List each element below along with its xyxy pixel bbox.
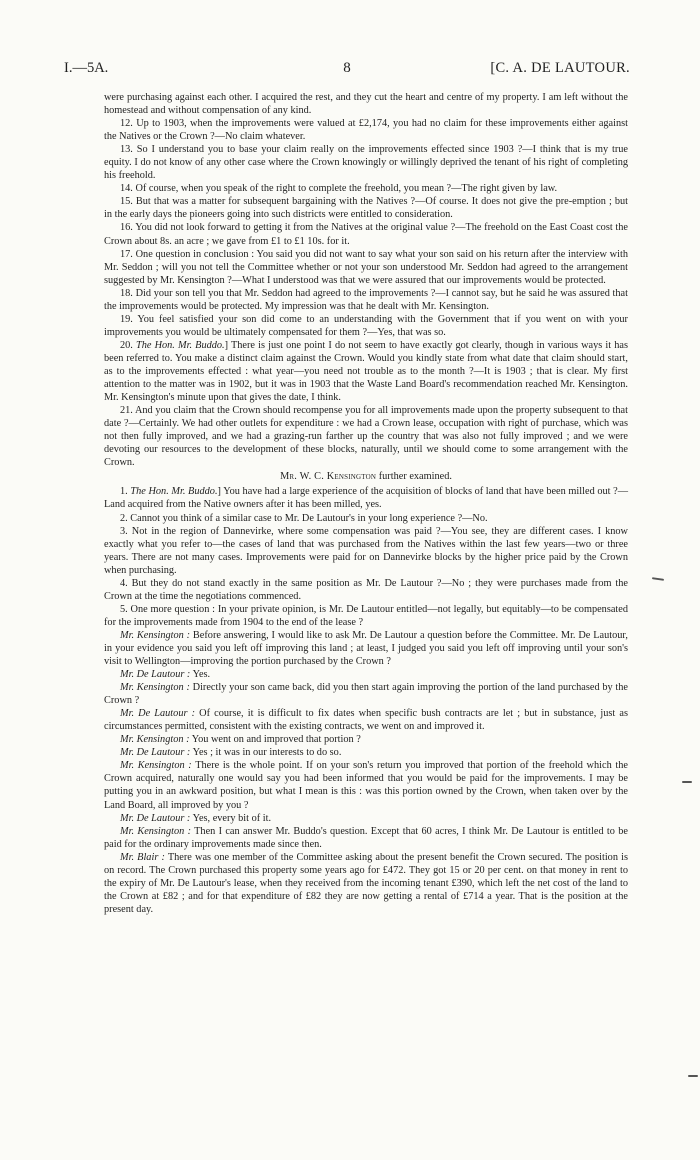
paragraph-text: 18. Did your son tell you that Mr. Seddon had agreed to the improvements ?—I cannot say, but he said he was assured that the improvements would be protected. My impression was that he dealt with Mr. Kensington. bbox=[104, 287, 628, 312]
paragraph-text: further examined. bbox=[376, 471, 452, 483]
paragraph bbox=[104, 221, 628, 247]
speaker-name: The Hon. Mr. Buddo. bbox=[130, 486, 218, 498]
page-header bbox=[64, 60, 630, 80]
document-body bbox=[104, 91, 628, 916]
paragraph-text: 21. And you claim that the Crown should recompense you for all improvements made upon the property subsequent to that date ?—Certainly. We had other outlets for expenditure : we had a Crown lease, occupation with right of purchase, which was not then fully improved, and we had a grazing-run farther up the country that was also not fully improved ; and we were devoting our resources to the development of these blocks, naturally, until we should come to some arrangement with the Crown. bbox=[104, 405, 628, 469]
paragraph-text: 4. But they do not stand exactly in the same position as Mr. De Lautour ?—No ; they were purchases made from the Crown at the time the negotiations commenced. bbox=[104, 577, 628, 602]
paragraph-text: 2. Cannot you think of a similar case to Mr. De Lautour's in your long experience ?—No. bbox=[120, 512, 488, 524]
paragraph-text: There is the whole point. If on your son's return you improved that portion of the freehold which the Crown acquired, naturally one would say you had been informed that you would be paid for the improvements. I may be putting you in an awkward position, but what I mean is this : was this portion owned by the Crown, when taken over by the Land Board, all improved by you ? bbox=[104, 760, 628, 811]
paragraph bbox=[104, 681, 628, 707]
paragraph bbox=[104, 733, 628, 746]
paragraph bbox=[104, 812, 628, 825]
paragraph-text: Yes ; it was in our interests to do so. bbox=[190, 747, 342, 759]
paragraph bbox=[104, 339, 628, 404]
paragraph bbox=[104, 91, 628, 117]
paragraph-text: Yes, every bit of it. bbox=[190, 812, 272, 824]
speaker-name: Mr. Blair : bbox=[120, 851, 165, 863]
paragraph bbox=[104, 629, 628, 668]
margin-mark bbox=[688, 1075, 698, 1077]
page-number: 8 bbox=[343, 60, 351, 76]
paragraph-text: You went on and improved that portion ? bbox=[189, 734, 361, 746]
witness-heading-name: Mr. W. C. Kensington bbox=[280, 471, 377, 483]
paragraph-number: 1. bbox=[120, 486, 131, 498]
speaker-name: Mr. Kensington : bbox=[120, 825, 191, 837]
paragraph-text: 15. But that was a matter for subsequent bargaining with the Natives ?—Of course. It does not give the pre-emption ; but in the early days the pioneers going into such districts were entitled to consideration. bbox=[104, 196, 628, 221]
paragraph bbox=[104, 668, 628, 681]
paragraph bbox=[104, 851, 628, 916]
paragraph bbox=[104, 603, 628, 629]
paragraph bbox=[104, 485, 628, 511]
paragraph bbox=[104, 759, 628, 811]
paragraph bbox=[104, 707, 628, 733]
paragraph-text: 17. One question in conclusion : You said you did not want to say what your son said on his return after the interview with Mr. Seddon ; will you not tell the Committee whether or not your son understood Mr. Seddon had agreed to the arrangement suggested by Mr. Kensington ?—What I understood was that we were assured that our improvements would be protected. bbox=[104, 248, 628, 286]
paragraph bbox=[104, 117, 628, 143]
paragraph bbox=[104, 287, 628, 313]
margin-mark bbox=[682, 781, 692, 783]
speaker-name: Mr. Kensington : bbox=[120, 629, 191, 641]
paragraph bbox=[104, 525, 628, 577]
paragraph-text: ] There is just one point I do not seem to have exactly got clearly, though in various ways it has been referred to. You make a distinct claim against the Crown. Would you kindly state from what date that claim should start, as to the improvements effected : what year—you need not trouble as to the month ?—It is 1903 ; that is clear. My first attention to the matter was in 1902, but it was in 1903 that the Waste Land Board's recommendation reached Mr. Kensington. Mr. Kensington's minute upon that gives the date, I think. bbox=[104, 339, 628, 404]
paragraph-text: 3. Not in the region of Dannevirke, where some compensation was paid ?—You see, they are different cases. I know exactly what you refer to—the cases of land that was purchased from the Natives within the last few years—two or three years. There are not many cases. Improvements were paid for on Dannevirke blocks by the higher price paid by the Crown when purchasing. bbox=[104, 525, 628, 576]
paragraph bbox=[104, 746, 628, 759]
report-reference: I.—5A. bbox=[64, 60, 109, 76]
paragraph-text: Of course, it is difficult to fix dates when specific bush contracts are let ; but in substance, just as circumstances permitted, consistent with the existing contracts, we went on and improved it. bbox=[104, 708, 628, 733]
paragraph-text: 16. You did not look forward to getting it from the Natives at the original value ?—The freehold on the East Coast cost the Crown about 8s. an acre ; we gave from £1 to £1 10s. for it. bbox=[104, 222, 628, 247]
speaker-name: Mr. De Lautour : bbox=[120, 708, 196, 720]
paragraph-text: 5. One more question : In your private opinion, is Mr. De Lautour entitled—not legally, but equitably—to be compensated for the improvements made from 1904 to the end of the lease ? bbox=[104, 603, 628, 628]
paragraph bbox=[104, 182, 628, 195]
paragraph-text: 12. Up to 1903, when the improvements were valued at £2,174, you had no claim for these improvements either against the Natives or the Crown ?—No claim whatever. bbox=[104, 118, 628, 143]
speaker-name: The Hon. Mr. Buddo. bbox=[136, 339, 225, 351]
witness-name: [C. A. DE LAUTOUR. bbox=[490, 60, 630, 76]
paragraph-number: 20. bbox=[120, 339, 136, 351]
paragraph-text: ] You have had a large experience of the acquisition of blocks of land that have been milled out ?—Land acquired from the Native owners after it has been milled, yes. bbox=[104, 486, 629, 511]
paragraph bbox=[104, 195, 628, 221]
paragraph-text: 13. So I understand you to base your claim really on the improvements effected since 1903 ?—I think that is my true equity. I do not know of any other case where the Crown knowingly or willingly deprived the tenant of his right of completing his freehold. bbox=[104, 144, 628, 182]
paragraph-text: were purchasing against each other. I acquired the rest, and they cut the heart and centre of my property. I am left without the homestead and without compensation of any kind. bbox=[104, 92, 628, 117]
paragraph-text: 14. Of course, when you speak of the right to complete the freehold, you mean ?—The right given by law. bbox=[120, 183, 558, 195]
paragraph-text: Then I can answer Mr. Buddo's question. Except that 60 acres, I think Mr. De Lautour is entitled to be paid for the ordinary improvements made since then. bbox=[104, 825, 628, 850]
speaker-name: Mr. Kensington : bbox=[120, 682, 190, 694]
paragraph bbox=[104, 404, 628, 469]
paragraph bbox=[104, 512, 628, 525]
speaker-name: Mr. Kensington : bbox=[120, 760, 192, 772]
paragraph bbox=[104, 577, 628, 603]
paragraph bbox=[104, 313, 628, 339]
paragraph bbox=[104, 825, 628, 851]
speaker-name: Mr. De Lautour : bbox=[120, 747, 191, 759]
paragraph bbox=[104, 143, 628, 182]
margin-mark bbox=[652, 577, 664, 581]
speaker-name: Mr. Kensington : bbox=[120, 734, 190, 746]
section-heading bbox=[104, 470, 628, 483]
paragraph-text: Directly your son came back, did you then start again improving the portion of the land purchased by the Crown ? bbox=[104, 682, 628, 707]
paragraph-text: Yes. bbox=[190, 669, 211, 681]
paragraph-text: There was one member of the Committee asking about the present benefit the Crown secured. The position is on record. The Crown purchased this property some years ago for £472. They got 15 or 20 per cent. on that money in rent to the expiry of Mr. De Lautour's lease, when they received from the incoming tenant £390, which left the net cost of the land to the Crown at £82 ; and for that expenditure of £82 they are now getting a rental of £714 a year. That is the position at the present day. bbox=[104, 851, 628, 915]
paragraph bbox=[104, 248, 628, 287]
paragraph-text: Before answering, I would like to ask Mr. De Lautour a question before the Committee. Mr. De Lautour, in your evidence you said you left off improving this land ; at least, I judged you said you left off improving until your son's visit to Wellington—improving the portion purchased by the Crown ? bbox=[104, 629, 628, 668]
speaker-name: Mr. De Lautour : bbox=[120, 812, 191, 824]
paragraph-text: 19. You feel satisfied your son did come to an understanding with the Government that if you went on with your improvements you would be ultimately compensated for them ?—Yes, that was so. bbox=[104, 313, 628, 338]
speaker-name: Mr. De Lautour : bbox=[120, 669, 191, 681]
